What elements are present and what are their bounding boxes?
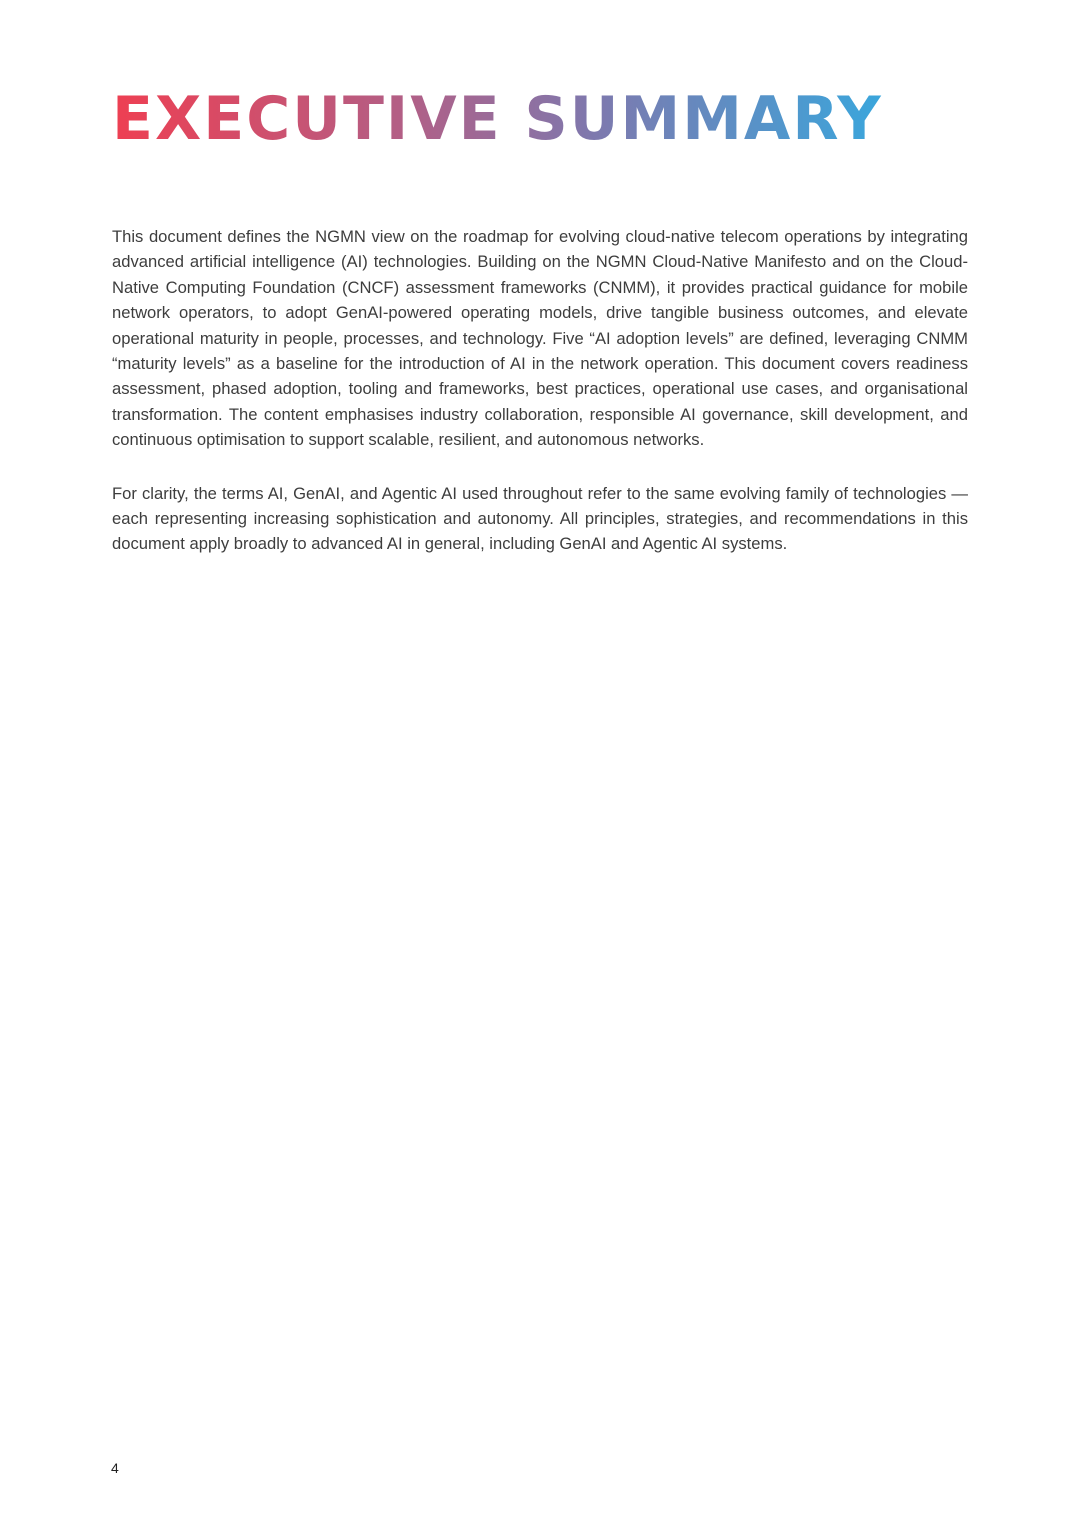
paragraph-clarity: For clarity, the terms AI, GenAI, and Agentic AI used throughout refer to the same evolving family of technologies — each representing increasing sophistication and autonomy. All principles, strategies, and recommendations in this document apply broadly to advanced AI in general, including GenAI and Agentic AI systems.	[112, 483, 968, 554]
page-number: 4	[111, 1460, 119, 1476]
body-text	[112, 224, 968, 585]
page-title: EXECUTIVE SUMMARY	[112, 84, 883, 154]
paragraph-intro: This document defines the NGMN view on the roadmap for evolving cloud-native telecom operations by integrating advanced artificial intelligence (AI) technologies. Building on the NGMN Cloud-Native Manifesto and on the Cloud-Native Computing Foundation (CNCF) assessment frameworks (CNMM), it provides practical guidance for mobile network operators, to adopt GenAI-powered operating models, drive tangible business outcomes, and elevate operational maturity in people, processes, and technology. Five “AI adoption levels” are defined, leveraging CNMM “maturity levels” as a baseline for the introduction of AI in the network operation. This document covers readiness assessment, phased adoption, tooling and frameworks, best practices, operational use cases, and organisational transformation. The content emphasises industry collaboration, responsible AI governance, skill development, and continuous optimisation to support scalable, resilient, and autonomous networks.	[112, 227, 968, 450]
